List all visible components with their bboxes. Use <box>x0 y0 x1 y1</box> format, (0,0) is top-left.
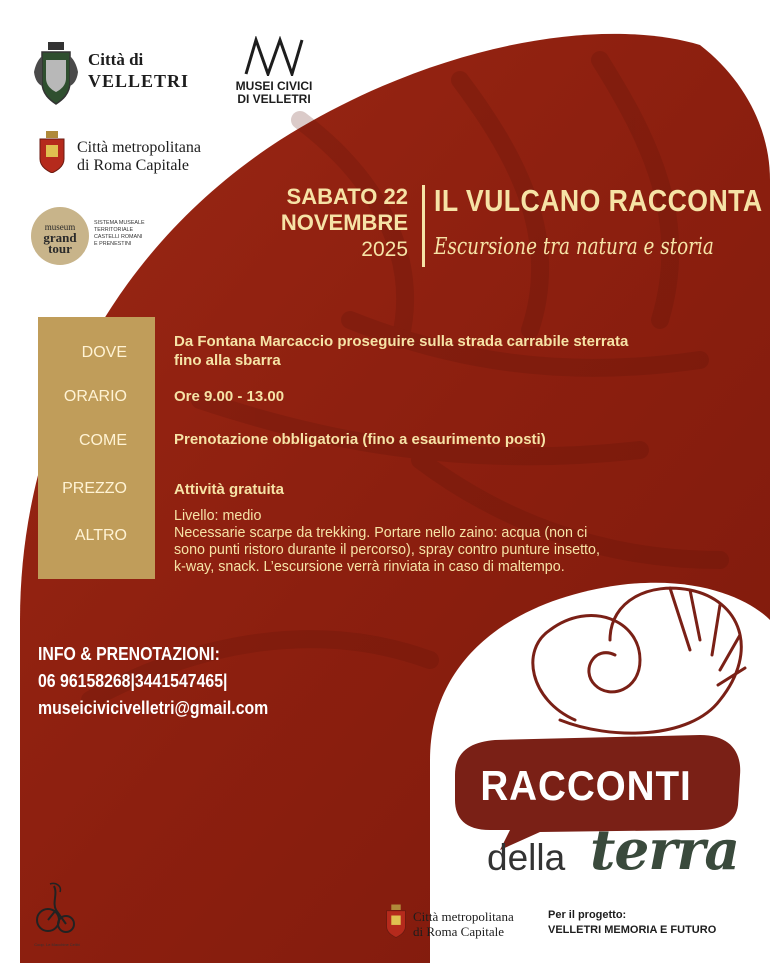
footer-metro-text <box>413 909 514 939</box>
progetto-text <box>548 908 716 938</box>
progetto-line2: VELLETRI MEMORIA E FUTURO <box>548 924 717 936</box>
sistema-line3: CASTELLI ROMANI <box>94 234 143 240</box>
title-divider <box>422 185 425 267</box>
musei-civici-text <box>226 80 322 106</box>
coop-text: Coop. Le Macchine Celibi <box>34 942 80 947</box>
metro-line1: Città metropolitana <box>77 139 201 156</box>
coop-logo-icon <box>34 880 78 940</box>
metro-roma-text <box>77 139 201 175</box>
svg-text:museum: museum <box>44 222 76 232</box>
value-prezzo: Attività gratuita <box>174 481 285 498</box>
sistema-line2: TERRITORIALE <box>94 227 134 233</box>
info-email[interactable]: museicivicivelletri@gmail.com <box>38 698 269 718</box>
svg-text:grand: grand <box>43 230 77 245</box>
musei-line1: MUSEI CIVICI <box>235 79 313 93</box>
sistema-line4: E PRENESTINI <box>94 241 132 247</box>
event-month: NOVEMBRE <box>280 210 408 235</box>
altro-line1: Livello: medio <box>174 508 262 524</box>
value-dove-line2: fino alla sbarra <box>174 352 281 369</box>
altro-line2: Necessarie scarpe da trekking. Portare nello zaino: acqua (non ci <box>174 525 588 541</box>
altro-line4: k-way, snack. L’escursione verrà rinviata in caso di maltempo. <box>174 559 565 575</box>
sistema-museale-text <box>94 220 174 248</box>
info-phones: 06 96158268|3441547465| <box>38 671 228 691</box>
metro-line2: di Roma Capitale <box>77 157 189 174</box>
label-orario: ORARIO <box>63 388 127 405</box>
progetto-line1: Per il progetto: <box>548 909 627 921</box>
velletri-line1: Città di <box>88 50 144 69</box>
label-come: COME <box>79 432 127 449</box>
altro-line3: sono punti ristoro durante il percorso), spray contro punture insetto, <box>174 542 600 558</box>
musei-civici-logo-icon <box>242 36 306 76</box>
footer-metro-line2: di Roma Capitale <box>413 924 504 939</box>
racconti-title: RACCONTI <box>480 762 692 809</box>
della-text: della <box>487 837 566 878</box>
metro-roma-footer-crest-icon <box>385 903 407 939</box>
label-prezzo: PREZZO <box>62 480 127 497</box>
value-dove-line1: Da Fontana Marcaccio proseguire sulla strada carrabile sterrata <box>174 333 629 350</box>
label-dove: DOVE <box>81 344 127 361</box>
event-subtitle: Escursione tra natura e storia <box>434 234 714 260</box>
museum-grand-tour-logo-icon <box>30 206 90 266</box>
velletri-logo-text <box>88 50 189 92</box>
sistema-line1: SISTEMA MUSEALE <box>94 220 145 226</box>
velletri-line2: VELLETRI <box>88 71 190 91</box>
label-altro: ALTRO <box>74 527 127 544</box>
footer-metro-line1: Città metropolitana <box>413 909 514 924</box>
info-heading: INFO & PRENOTAZIONI: <box>38 644 220 664</box>
event-date <box>222 184 408 264</box>
value-orario: Ore 9.00 - 13.00 <box>174 388 285 405</box>
value-altro <box>174 508 600 576</box>
terra-text: terra <box>590 817 739 882</box>
musei-line2: DI VELLETRI <box>237 92 311 106</box>
event-day: SABATO 22 <box>286 184 408 209</box>
metro-roma-crest-icon <box>38 131 66 173</box>
value-come: Prenotazione obbligatoria (fino a esaurimento posti) <box>174 431 546 448</box>
svg-text:tour: tour <box>48 241 72 256</box>
velletri-crest-icon <box>34 42 78 106</box>
event-year: 2025 <box>361 238 408 261</box>
event-title: IL VULCANO RACCONTA <box>434 183 763 218</box>
